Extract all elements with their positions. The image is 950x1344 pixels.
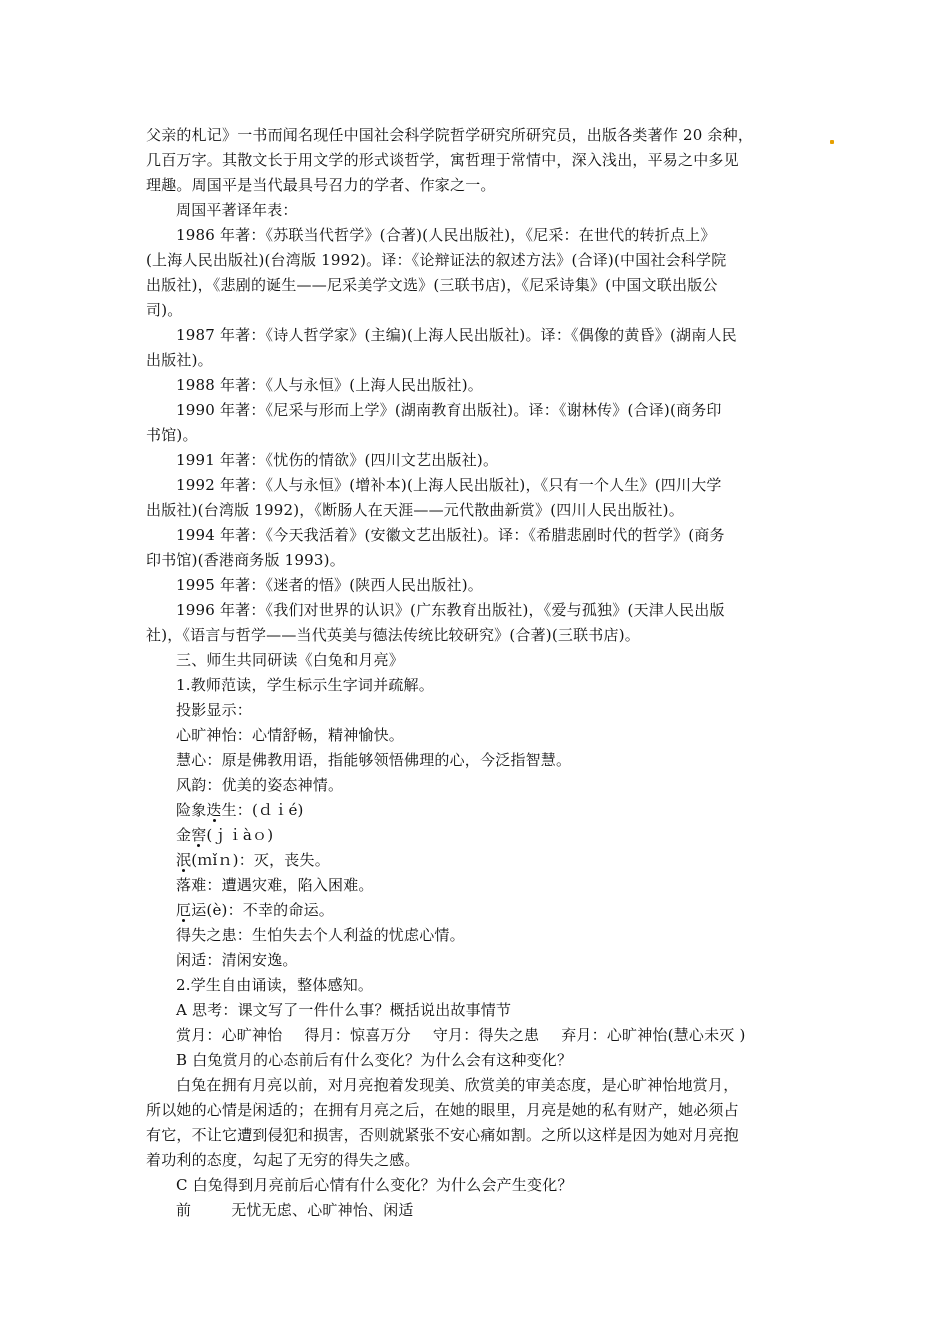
text-line: 司)。 — [146, 301, 183, 319]
column-cell: 无忧无虑、心旷神怡、闲适 — [231, 1201, 414, 1219]
text-line: 1992 年著：《人与永恒》(增补本)(上海人民出版社)，《只有一个人生》(四川大学 — [176, 476, 722, 494]
emphasis-char: 窖 — [191, 826, 207, 844]
text-line: 险象迭生：(ｄｉé) — [176, 801, 304, 819]
document-body — [146, 123, 816, 1223]
text-line: 1990 年著：《尼采与形而上学》(湖南教育出版社)。译：《谢林传》(合译)(商务印 — [176, 401, 722, 419]
text-line: 2.学生自由诵读，整体感知。 — [176, 976, 374, 994]
text-line: 1991 年著：《忧伤的情欲》(四川文艺出版社)。 — [176, 451, 499, 469]
text-line: 投影显示： — [176, 701, 253, 719]
text-line: 1996 年著：《我们对世界的认识》(广东教育出版社)，《爱与孤独》(天津人民出版 — [176, 601, 725, 619]
text-line: B 白兔赏月的心态前后有什么变化？为什么会有这种变化？ — [176, 1051, 573, 1069]
text-line: 父亲的札记》一书而闻名现任中国社会科学院哲学研究所研究员，出版各类著作 20 余种， — [146, 126, 754, 144]
text-line: A 思考：课文写了一件什么事？概括说出故事情节 — [176, 1001, 512, 1019]
text-line: C 白兔得到月亮前后心情有什么变化？为什么会产生变化？ — [176, 1176, 573, 1194]
text-line: 有它，不让它遭到侵犯和损害，否则就紧张不安心痛如割。之所以这样是因为她对月亮抱 — [146, 1126, 739, 1144]
text-line: 1986 年著：《苏联当代哲学》(合著)(人民出版社)，《尼采：在世代的转折点上》 — [176, 226, 716, 244]
text-line-columns — [146, 1023, 816, 1048]
text-line: 几百万字。其散文长于用文学的形式谈哲学，寓哲理于常情中，深入浅出，平易之中多见 — [146, 151, 739, 169]
text-line: 印书馆)(香港商务版 1993)。 — [146, 551, 345, 569]
text-line: 厄运(è)：不幸的命运。 — [176, 901, 334, 919]
text-line: 1988 年著：《人与永恒》(上海人民出版社)。 — [176, 376, 483, 394]
text-line: 社)，《语言与哲学——当代英美与德法传统比较研究》(合著)(三联书店)。 — [146, 626, 640, 644]
text-line: 1994 年著：《今天我活着》(安徽文艺出版社)。译：《希腊悲剧时代的哲学》(商务 — [176, 526, 725, 544]
column-cell: 前 — [176, 1201, 192, 1219]
column-cell: 弃月：心旷神怡(慧心未灭 ) — [561, 1026, 746, 1044]
text-line: 三、师生共同研读《白兔和月亮》 — [176, 651, 405, 669]
text-line: (上海人民出版社)(台湾版 1992)。译：《论辩证法的叙述方法》(合译)(中国社会科学院 — [146, 251, 727, 269]
text-line: 出版社)。 — [146, 351, 213, 369]
text-line: 周国平著译年表： — [176, 201, 298, 219]
text-line: 出版社)(台湾版 1992)，《断肠人在天涯——元代散曲新赏》(四川人民出版社)。 — [146, 501, 684, 519]
text-line: 闲适：清闲安逸。 — [176, 951, 298, 969]
text-line: 所以她的心情是闲适的；在拥有月亮之后，在她的眼里，月亮是她的私有财产，她必须占 — [146, 1101, 739, 1119]
column-cell: 守月：得失之患 — [432, 1026, 540, 1044]
text-line: 理趣。周国平是当代最具号召力的学者、作家之一。 — [146, 176, 496, 194]
text-line: 金窖(ｊｉàｏ) — [176, 826, 274, 844]
text-line: 1995 年著：《迷者的悟》(陕西人民出版社)。 — [176, 576, 483, 594]
text-line: 1.教师范读，学生标示生字词并疏解。 — [176, 676, 434, 694]
emphasis-char: 泯 — [176, 851, 192, 869]
emphasis-char: 厄 — [176, 901, 192, 919]
margin-mark — [830, 140, 834, 144]
text-line-columns — [146, 1198, 816, 1223]
text-line: 着功利的态度，勾起了无穷的得失之感。 — [146, 1151, 420, 1169]
text-line: 得失之患：生怕失去个人利益的忧虑心情。 — [176, 926, 465, 944]
emphasis-char: 迭 — [206, 801, 222, 819]
column-cell: 得月：惊喜万分 — [304, 1026, 411, 1044]
column-cell: 赏月：心旷神怡 — [176, 1026, 283, 1044]
text-line: 落难：遭遇灾难，陷入困难。 — [176, 876, 374, 894]
text-line: 白兔在拥有月亮以前，对月亮抱着发现美、欣赏美的审美态度，是心旷神怡地赏月， — [176, 1076, 739, 1094]
text-line: 风韵：优美的姿态神情。 — [176, 776, 344, 794]
text-line: 书馆)。 — [146, 426, 198, 444]
text-line: 慧心：原是佛教用语，指能够领悟佛理的心，今泛指智慧。 — [176, 751, 572, 769]
text-line: 泯(ｍǐｎ)：灭，丧失。 — [176, 851, 330, 869]
text-line: 出版社)，《悲剧的诞生——尼采美学文选》(三联书店)，《尼采诗集》(中国文联出版公 — [146, 276, 718, 294]
text-line: 1987 年著：《诗人哲学家》(主编)(上海人民出版社)。译：《偶像的黄昏》(湖南人民 — [176, 326, 737, 344]
text-line: 心旷神怡：心情舒畅，精神愉快。 — [176, 726, 405, 744]
